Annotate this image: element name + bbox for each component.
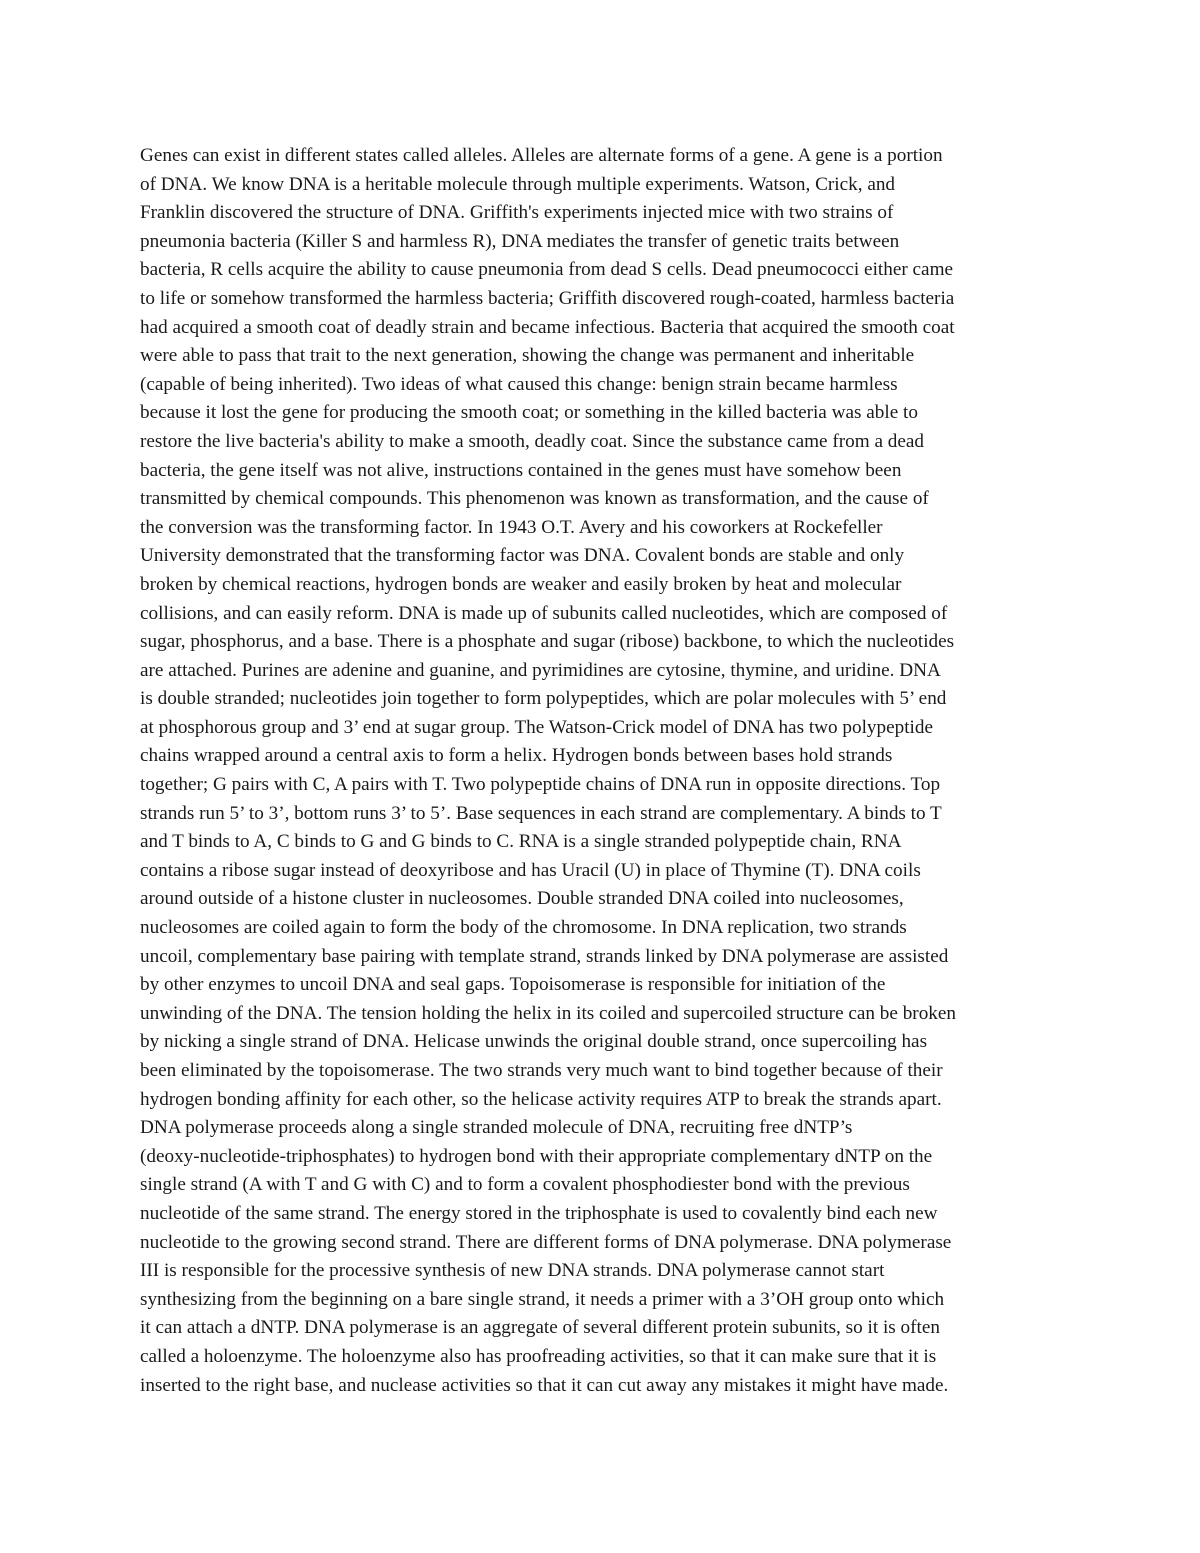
- body-paragraph: Genes can exist in different states called alleles. Alleles are alternate forms of a gene. A gene is a portion of DNA. We know DNA is a heritable molecule through multiple experiments. Watson, Crick, and Franklin discovered the structure of DNA. Griffith's experiments injected mice with two strains of pneumonia bacteria (Killer S and harmless R), DNA mediates the transfer of genetic traits between bacteria, R cells acquire the ability to cause pneumonia from dead S cells. Dead pneumococci either came to life or somehow transformed the harmless bacteria; Griffith discovered rough-coated, harmless bacteria had acquired a smooth coat of deadly strain and became infectious. Bacteria that acquired the smooth coat were able to pass that trait to the next generation, showing the change was permanent and inheritable (capable of being inherited). Two ideas of what caused this change: benign strain became harmless because it lost the gene for producing the smooth coat; or something in the killed bacteria was able to restore the live bacteria's ability to make a smooth, deadly coat. Since the substance came from a dead bacteria, the gene itself was not alive, instructions contained in the genes must have somehow been transmitted by chemical compounds. This phenomenon was known as transformation, and the cause of the conversion was the transforming factor. In 1943 O.T. Avery and his coworkers at Rockefeller University demonstrated that the transforming factor was DNA. Covalent bonds are stable and only broken by chemical reactions, hydrogen bonds are weaker and easily broken by heat and molecular collisions, and can easily reform. DNA is made up of subunits called nucleotides, which are composed of sugar, phosphorus, and a base. There is a phosphate and sugar (ribose) backbone, to which the nucleotides are attached. Purines are adenine and guanine, and pyrimidines are cytosine, thymine, and uridine. DNA is double stranded; nucleotides join together to form polypeptides, which are polar molecules with 5’ end at phosphorous group and 3’ end at sugar group. The Watson-Crick model of DNA has two polypeptide chains wrapped around a central axis to form a helix. Hydrogen bonds between bases hold strands together; G pairs with C, A pairs with T. Two polypeptide chains of DNA run in opposite directions. Top strands run 5’ to 3’, bottom runs 3’ to 5’. Base sequences in each strand are complementary. A binds to T and T binds to A, C binds to G and G binds to C. RNA is a single stranded polypeptide chain, RNA contains a ribose sugar instead of deoxyribose and has Uracil (U) in place of Thymine (T). DNA coils around outside of a histone cluster in nucleosomes. Double stranded DNA coiled into nucleosomes, nucleosomes are coiled again to form the body of the chromosome. In DNA replication, two strands uncoil, complementary base pairing with template strand, strands linked by DNA polymerase are assisted by other enzymes to uncoil DNA and seal gaps. Topoisomerase is responsible for initiation of the unwinding of the DNA. The tension holding the helix in its coiled and supercoiled structure can be broken by nicking a single strand of DNA. Helicase unwinds the original double strand, once supercoiling has been eliminated by the topoisomerase. The two strands very much want to bind together because of their hydrogen bonding affinity for each other, so the helicase activity requires ATP to break the strands apart. DNA polymerase proceeds along a single stranded molecule of DNA, recruiting free dNTP’s (deoxy-nucleotide-triphosphates) to hydrogen bond with their appropriate complementary dNTP on the single strand (A with T and G with C) and to form a covalent phosphodiester bond with the previous nucleotide of the same strand. The energy stored in the triphosphate is used to covalently bind each new nucleotide to the growing second strand. There are different forms of DNA polymerase. DNA polymerase III is responsible for the processive synthesis of new DNA strands. DNA polymerase cannot start synthesizing from the beginning on a bare single strand, it needs a primer with a 3’OH group onto which it can attach a dNTP. DNA polymerase is an aggregate of several different protein subunits, so it is often called a holoenzyme. The holoenzyme also has proofreading activities, so that it can make sure that it is inserted to the right base, and nuclease activities so that it can cut away any mistakes it might have made.: [140, 145, 956, 1396]
